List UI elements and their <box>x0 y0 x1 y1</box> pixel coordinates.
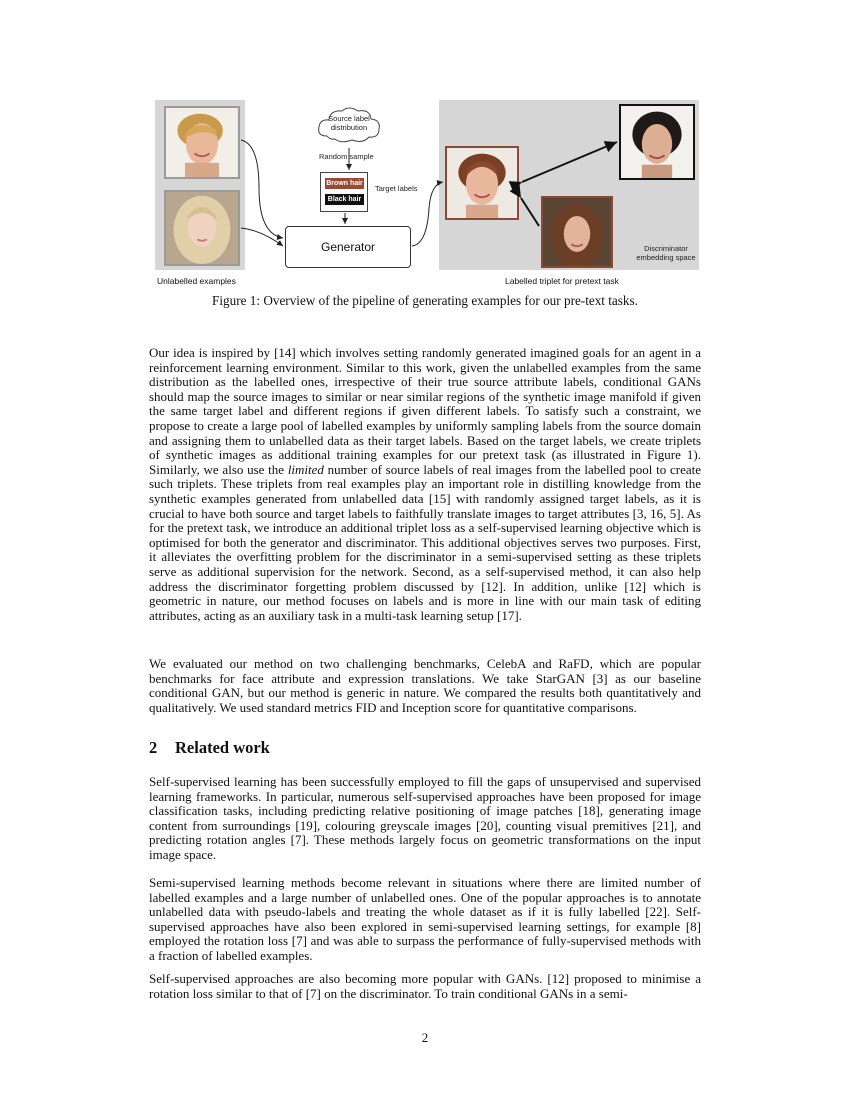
paragraph-semi-supervised: Semi-supervised learning methods become relevant in situations where there are limited number of labelled examples and a large number of unlabelled ones. One of the popular approaches is to annotate unlabelled data with pseudo-labels and treating the whole dataset as if it is fully labelled [22]. Self-supervised approaches have also been explored in semi-supervised learning settings, for example [8] employed the rotation loss [7] and was able to surpass the performance of fully-supervised methods with a fraction of labelled examples. <box>149 875 701 963</box>
emphasis-limited: limited <box>287 461 324 477</box>
black-hair-label: Black hair <box>325 194 364 205</box>
source-label-distribution: Source label distribution <box>328 114 370 132</box>
paragraph-intro <box>149 346 701 623</box>
paragraph-intro-part2: number of source labels of real images from the labelled pool to create such triplets. These triplets from real examples play an important role in distilling knowledge from the synthetic examples generated from unlabelled data [15] with randomly assigned target labels, as it is crucial to have both source and target labels to faithfully translate images to target attributes [3, 16, 5]. As for the pretext task, we introduce an additional triplet loss as a self-supervised learning objective which is optimised for both the generator and discriminator. This additional objectives serves two purposes. First, it alleviates the overfitting problem for the discriminator in a semi-supervised setting as these triplets serve as additional supervision for the network. Second, as a self-supervised method, it can also help address the discriminator forgetting problem discussed by [12]. In addition, unlike [12] which is geometric in nature, our method focuses on labels and is more in line with our main task of editing attributes, acting as an auxiliary task in a multi-task learning setup [17]. <box>149 461 702 623</box>
section-heading <box>149 738 270 758</box>
paragraph-gans: Self-supervised approaches are also becoming more popular with GANs. [12] proposed to minimise a rotation loss similar to that of [7] on the discriminator. To train conditional GANs in a semi- <box>149 971 701 1001</box>
random-sample-label: Random sample <box>319 152 374 161</box>
generator-box: Generator <box>285 226 411 268</box>
unlabelled-examples-caption: Unlabelled examples <box>157 276 236 286</box>
page-number: 2 <box>421 1030 429 1045</box>
figure-caption: Figure 1: Overview of the pipeline of generating examples for our pre-text tasks. <box>212 293 638 308</box>
paragraph-evaluation: We evaluated our method on two challenging benchmarks, CelebA and RaFD, which are popular benchmarks for face attribute and expression translations. We take StarGAN [3] as our baseline conditional GAN, but our method is generic in nature. We compared the results both quantitatively and qualitatively. We used standard metrics FID and Inception score for quantitative comparisons. <box>149 656 701 715</box>
discriminator-embedding-label: Discriminator embedding space <box>636 244 696 262</box>
section-number: 2 <box>149 738 158 757</box>
paragraph-self-supervised: Self-supervised learning has been successfully employed to fill the gaps of unsupervised and supervised learning frameworks. In particular, numerous self-supervised approaches have been proposed for image classification tasks, including predicting relative positioning of image patches [18], generating image content from surroundings [19], colouring greyscale images [20], counting visual premitives [21], and predicting rotation angles [7]. These methods largely focus on geometric transformations on the input image space. <box>149 774 701 862</box>
figure-1 <box>155 98 703 288</box>
pipeline-arrows <box>155 98 703 288</box>
section-title: Related work <box>175 738 270 757</box>
target-labels-text: Target labels <box>375 184 418 193</box>
paragraph-intro-part1: Our idea is inspired by [14] which involves setting randomly generated imagined goals for an agent in a reinforcement learning environment. Similar to this work, given the unlabelled examples from the same distribution as the labelled ones, irrespective of their true source attribute labels, conditional GANs should map the source images to similar or near similar regions of the synthetic image manifold if given the same target label and different regions if given different labels. To satisfy such a constraint, we propose to create a large pool of labelled examples by uniformly sampling labels from the source domain and assigning them to unlabelled data as their target labels. Based on the target labels, we create triplets of synthetic images as additional training examples for our pretext task (as illustrated in Figure 1). Similarly, we also use the <box>149 345 701 477</box>
labelled-triplet-caption: Labelled triplet for pretext task <box>505 276 619 286</box>
brown-hair-label: Brown hair <box>326 180 363 187</box>
